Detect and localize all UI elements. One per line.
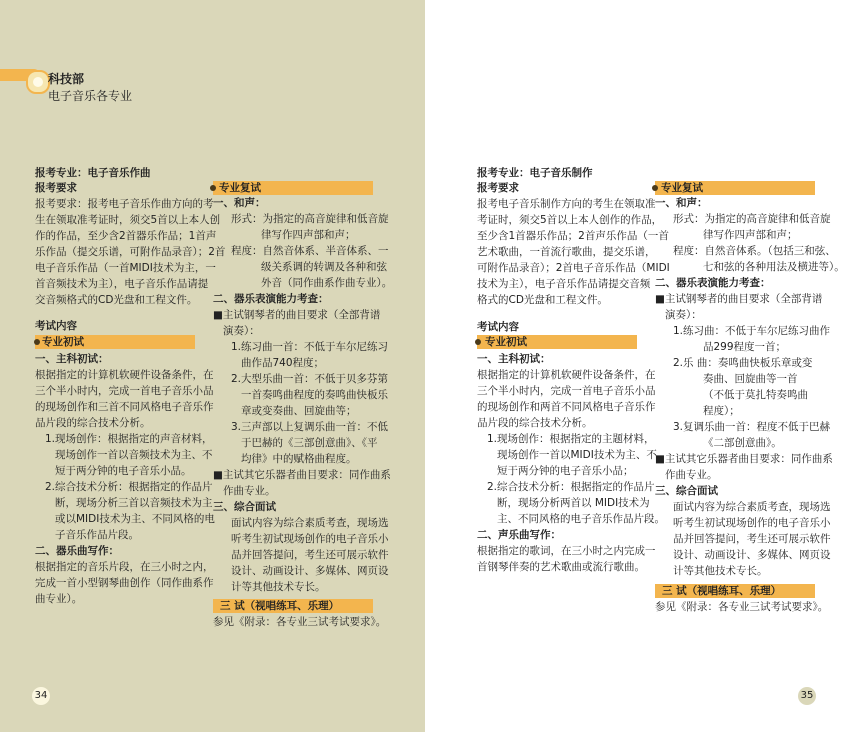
major-heading: 报考专业：电子音乐制作: [477, 167, 593, 179]
major-title: 电子音乐各专业: [48, 89, 133, 103]
header-badge-icon: [26, 70, 50, 94]
first-exam-content: 一、主科初试： 根据指定的计算机软硬件设备条件，在 三个半小时内，完成一首电子音乐小品 的现场创作和两首不同风格电子音乐作 品片段的综合技术分析。 1.现场创作：根据指定的主题材料， 现场创作一首以MIDI技术为主、不 短于两分钟的电子音乐小品； 2.综合技术分析：根据指定的作品片 断，现场分析两首以 MIDI技术为 主、不同风格的电子音乐作品片段。 二、声乐曲写作： 根据指定的歌词，在三小时之内完成一 首钢琴伴奏的艺术歌曲或流行歌曲。: [477, 353, 665, 573]
first-exam-label: 专业初试: [42, 336, 84, 348]
second-exam-content: 一、和声： 形式：为指定的高音旋律和低音旋 律写作四声部和声； 程度：自然音体系。（包括三和弦、 七和弦的各种用法及横进等）。 二、器乐表演能力考查： ■主试钢琴者的曲目要求（全部背谱 演奏）： 1.练习曲：不低于车尔尼练习曲作 品299程度一首； 2.乐 曲：奏鸣曲快板乐章或变 奏曲、回旋曲等一首 （不低于莫扎特奏鸣曲 程度）； 3.复调乐曲一首：程度不低于巴赫 《二部创意曲》。 ■主试其它乐器者曲目要求：同作曲系 作曲专业。 三、综合面试 面试内容为综合素质考查，现场选 听考生初试现场创作的电子音乐小 品并回答提问，考生还可展示软件 设计、动画设计、多媒体、网页设 计等其他技术专长。: [655, 197, 845, 577]
first-exam-content: 一、主科初试： 根据指定的计算机软硬件设备条件，在 三个半小时内，完成一首电子音乐小品 的现场创作和三首不同风格电子音乐作 品片段的综合技术分析。 1.现场创作：根据指定的声音材料， 现场创作一首以音频技术为主、不 短于两分钟的电子音乐小品。 2.综合技术分析：根据指定的作品片 断，现场分析三首以音频技术为主 或以MIDI技术为主、不同风格的电 子音乐作品片段。 二、器乐曲写作： 根据指定的音乐片段，在三小时之内， 完成一首小型钢琴曲创作（同作曲系作 曲专业）。: [35, 353, 215, 605]
third-exam-label: 三 试（视唱练耳、乐理）: [662, 585, 782, 597]
bullet-icon: [652, 185, 658, 191]
bullet-icon: [34, 339, 40, 345]
requirements-heading: 报考要求: [477, 182, 519, 194]
requirements-text: 报考要求：报考电子音乐作曲方向的考 生在领取准考证时，须交5首以上本人创 作的作品，至少含2首器乐作品；1首声 乐作品（提交乐谱，可附作品录音）；2首 电子音乐作品（一首MIDI技术为主，一 首音频技术为主），电子音乐作品请提 交音频格式的CD光盘和工程文件。: [35, 198, 226, 306]
bullet-icon: [210, 185, 216, 191]
page-number: 34: [32, 687, 50, 705]
major-heading: 报考专业：电子音乐作曲: [35, 167, 151, 179]
second-exam-label: 专业复试: [219, 182, 261, 194]
bullet-icon: [475, 339, 481, 345]
requirements-text: 报考电子音乐制作方向的考生在领取准 考证时，须交5首以上本人创作的作品， 至少含1首器乐作品；2首声乐作品（一首 艺术歌曲，一首流行歌曲，提交乐谱， 可附作品录音）；2首电子音乐作品（MIDI 技术为主），电子音乐作品请提交音频 格式的CD光盘和工程文件。: [477, 198, 670, 306]
exam-content-heading: 考试内容: [477, 321, 519, 333]
exam-content-heading: 考试内容: [35, 320, 77, 332]
third-exam-label: 三 试（视唱练耳、乐理）: [220, 600, 340, 612]
requirements-heading: 报考要求: [35, 182, 77, 194]
first-exam-label: 专业初试: [485, 336, 527, 348]
page-number: 35: [798, 687, 816, 705]
second-exam-content: 一、和声： 形式：为指定的高音旋律和低音旋 律写作四声部和声； 程度：自然音体系、半音体系、一 级关系调的转调及各种和弦 外音（同作曲系作曲专业）。 二、器乐表演能力考查： ■主试钢琴者的曲目要求（全部背谱 演奏）： 1.练习曲一首：不低于车尔尼练习 曲作品740程度； 2.大型乐曲一首：不低于贝多芬第 一首奏鸣曲程度的奏鸣曲快板乐 章或变奏曲、回旋曲等； 3.三声部以上复调乐曲一首：不低 于巴赫的《三部创意曲》、《平 均律》中的赋格曲程度。 ■主试其它乐器者曲目要求：同作曲系 作曲专业。 三、综合面试 面试内容为综合素质考查，现场选 听考生初试现场创作的电子音乐小 品并回答提问，考生还可展示软件 设计、动画设计、多媒体、网页设 计等其他技术专长。: [213, 197, 393, 593]
appendix-reference: 参见《附录：各专业三试考试要求》。: [213, 616, 387, 628]
appendix-reference: 参见《附录：各专业三试考试要求》。: [655, 601, 829, 613]
right-page: [425, 0, 850, 732]
second-exam-label: 专业复试: [661, 182, 703, 194]
dept-title: 科技部: [48, 72, 85, 86]
